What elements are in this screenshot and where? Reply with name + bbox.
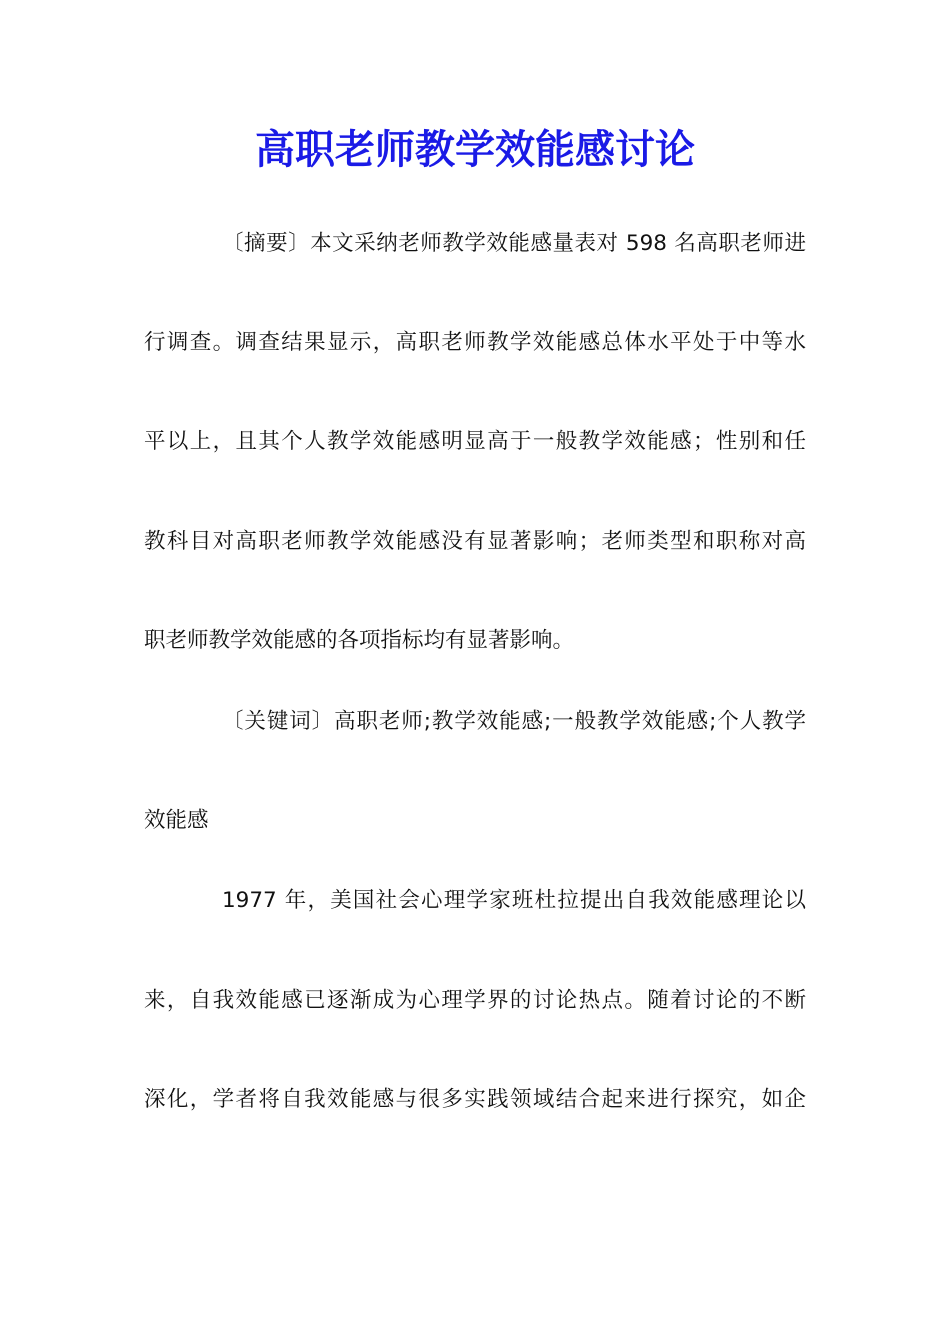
abstract-line-4: 教科目对高职老师教学效能感没有显著影响；老师类型和职称对高 [144,529,806,554]
body-line-2: 来，自我效能感已逐渐成为心理学界的讨论热点。随着讨论的不断 [144,988,806,1013]
body-line-1: 1977 年，美国社会心理学家班杜拉提出自我效能感理论以 [222,888,806,913]
abstract-line-3: 平以上，且其个人教学效能感明显高于一般教学效能感；性别和任 [144,429,806,454]
document-title: 高职老师教学效能感讨论 [255,126,695,173]
abstract-line-1: 〔摘要〕本文采纳老师教学效能感量表对 598 名高职老师进 [222,231,806,256]
keywords-line-2: 效能感 [144,808,209,833]
body-line-3: 深化，学者将自我效能感与很多实践领域结合起来进行探究，如企 [144,1087,806,1112]
keywords-line-1: 〔关键词〕高职老师;教学效能感;一般教学效能感;个人教学 [222,709,806,734]
abstract-line-5: 职老师教学效能感的各项指标均有显著影响。 [144,628,575,653]
abstract-line-2: 行调查。调查结果显示，高职老师教学效能感总体水平处于中等水 [144,330,806,355]
